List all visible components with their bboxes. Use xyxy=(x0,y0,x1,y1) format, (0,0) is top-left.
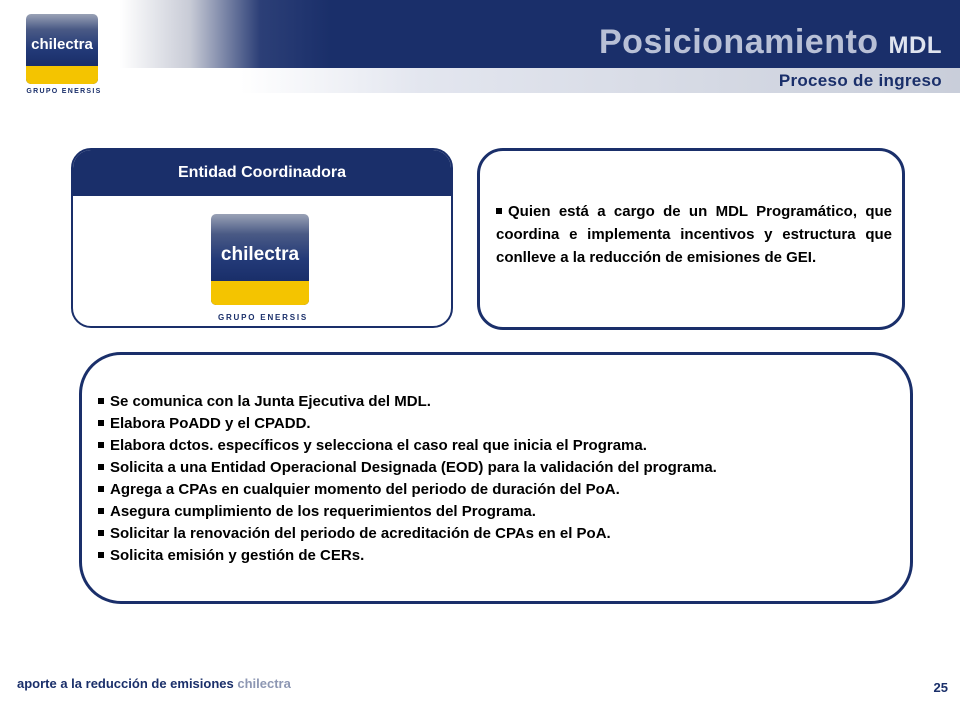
logo-name: chilectra xyxy=(220,244,300,265)
square-bullet-icon xyxy=(98,530,104,536)
description-card xyxy=(477,148,905,330)
footer-tagline: aporte a la reducción de emisiones chilectra xyxy=(17,676,291,691)
square-bullet-icon xyxy=(496,208,502,214)
description-text: Quien está a cargo de un MDL Programático, que coordina e implementa incentivos y estructura que conlleve a la reducción de emisiones de GEI. xyxy=(496,203,892,266)
entity-heading: Entidad Coordinadora xyxy=(73,150,451,196)
role-item: Elabora PoADD y el CPADD. xyxy=(98,413,898,435)
logo-yellow-band xyxy=(211,281,309,305)
logo-tile xyxy=(211,214,309,305)
page-number: 25 xyxy=(933,680,948,695)
square-bullet-icon xyxy=(98,552,104,558)
entity-chilectra-logo xyxy=(211,214,315,326)
role-item: Solicita a una Entidad Operacional Designada (EOD) para la validación del programa. xyxy=(98,457,898,479)
page-subtitle: Proceso de ingreso xyxy=(778,71,942,90)
logo-name: chilectra xyxy=(31,36,93,53)
role-item: Agrega a CPAs en cualquier momento del periodo de duración del PoA. xyxy=(98,479,898,501)
roles-card xyxy=(79,352,913,604)
chilectra-logo xyxy=(26,14,106,94)
role-item: Elabora dctos. específicos y selecciona el caso real que inicia el Programa. xyxy=(98,435,898,457)
square-bullet-icon xyxy=(98,420,104,426)
description-paragraph xyxy=(496,200,892,269)
square-bullet-icon xyxy=(98,398,104,404)
square-bullet-icon xyxy=(98,442,104,448)
footer-brand: chilectra xyxy=(237,676,291,691)
role-item: Asegura cumplimiento de los requerimientos del Programa. xyxy=(98,501,898,523)
logo-yellow-band xyxy=(26,66,98,84)
role-item: Solicita emisión y gestión de CERs. xyxy=(98,545,898,567)
square-bullet-icon xyxy=(98,464,104,470)
roles-list xyxy=(98,391,898,567)
role-item: Se comunica con la Junta Ejecutiva del MDL. xyxy=(98,391,898,413)
logo-group-label: GRUPO ENERSIS xyxy=(26,88,102,95)
logo-group-label: GRUPO ENERSIS xyxy=(217,313,309,322)
logo-tile xyxy=(26,14,98,84)
square-bullet-icon xyxy=(98,508,104,514)
page-title: Posicionamiento MDL xyxy=(599,23,942,61)
square-bullet-icon xyxy=(98,486,104,492)
role-item: Solicitar la renovación del periodo de acreditación de CPAs en el PoA. xyxy=(98,523,898,545)
